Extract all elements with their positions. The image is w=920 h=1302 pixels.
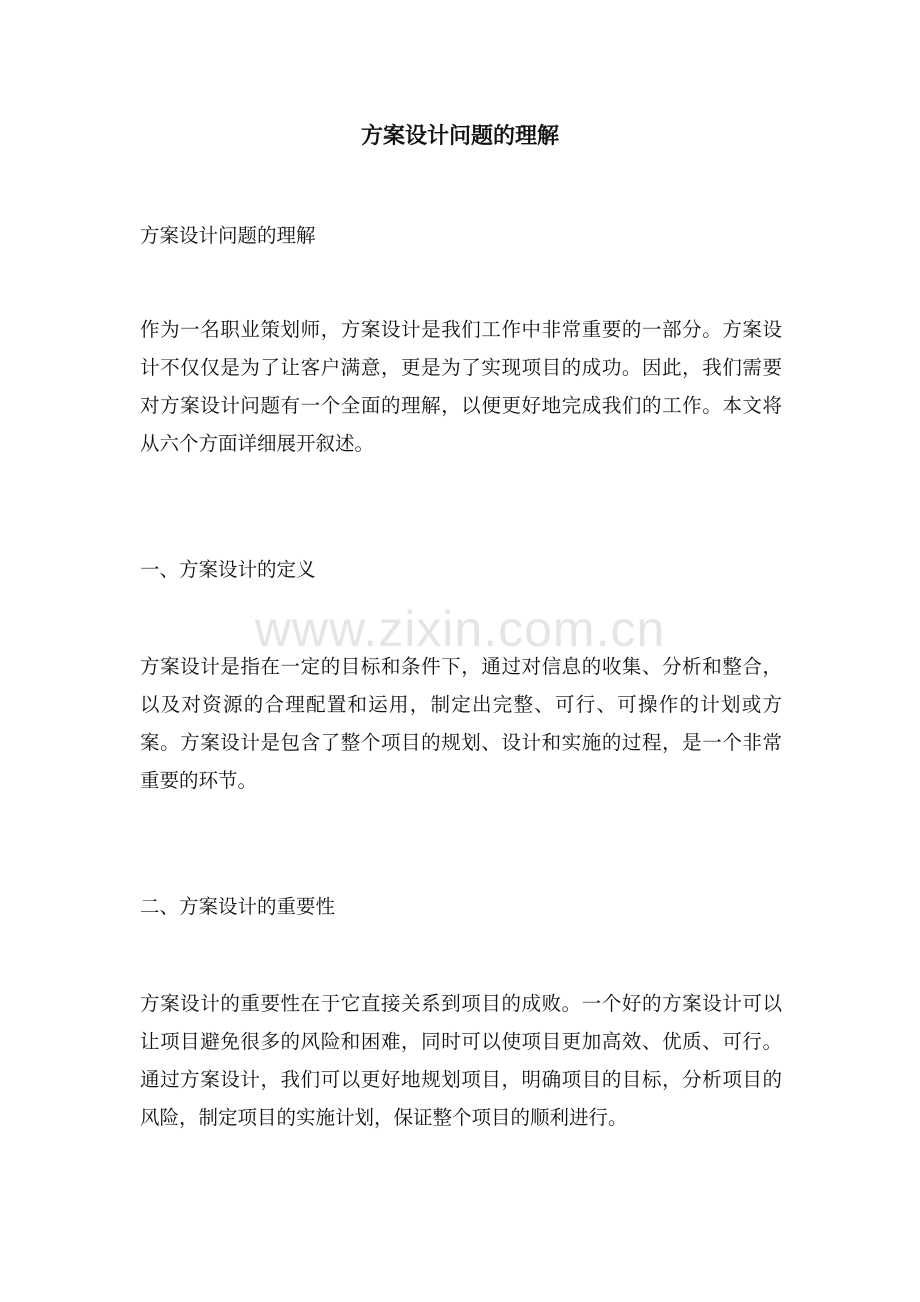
- section-heading-definition: 一、方案设计的定义: [140, 558, 316, 581]
- document-subtitle: 方案设计问题的理解: [140, 224, 316, 247]
- intro-paragraph: 作为一名职业策划师，方案设计是我们工作中非常重要的一部分。方案设计不仅仅是为了让客户满意，更是为了实现项目的成功。因此，我们需要对方案设计问题有一个全面的理解，以便更好地完成我们的工作。本文将从六个方面详细展开叙述。: [140, 318, 782, 455]
- watermark: www.zixin.com.cn: [254, 601, 666, 657]
- importance-paragraph: 方案设计的重要性在于它直接关系到项目的成败。一个好的方案设计可以让项目避免很多的风险和困难，同时可以使项目更加高效、优质、可行。通过方案设计，我们可以更好地规划项目，明确项目的目标，分析项目的风险，制定项目的实施计划，保证整个项目的顺利进行。: [140, 992, 782, 1129]
- document-title: 方案设计问题的理解: [360, 123, 559, 149]
- section-heading-importance: 二、方案设计的重要性: [140, 895, 336, 918]
- definition-paragraph: 方案设计是指在一定的目标和条件下，通过对信息的收集、分析和整合，以及对资源的合理配置和运用，制定出完整、可行、可操作的计划或方案。方案设计是包含了整个项目的规划、设计和实施的过程，是一个非常重要的环节。: [140, 655, 782, 792]
